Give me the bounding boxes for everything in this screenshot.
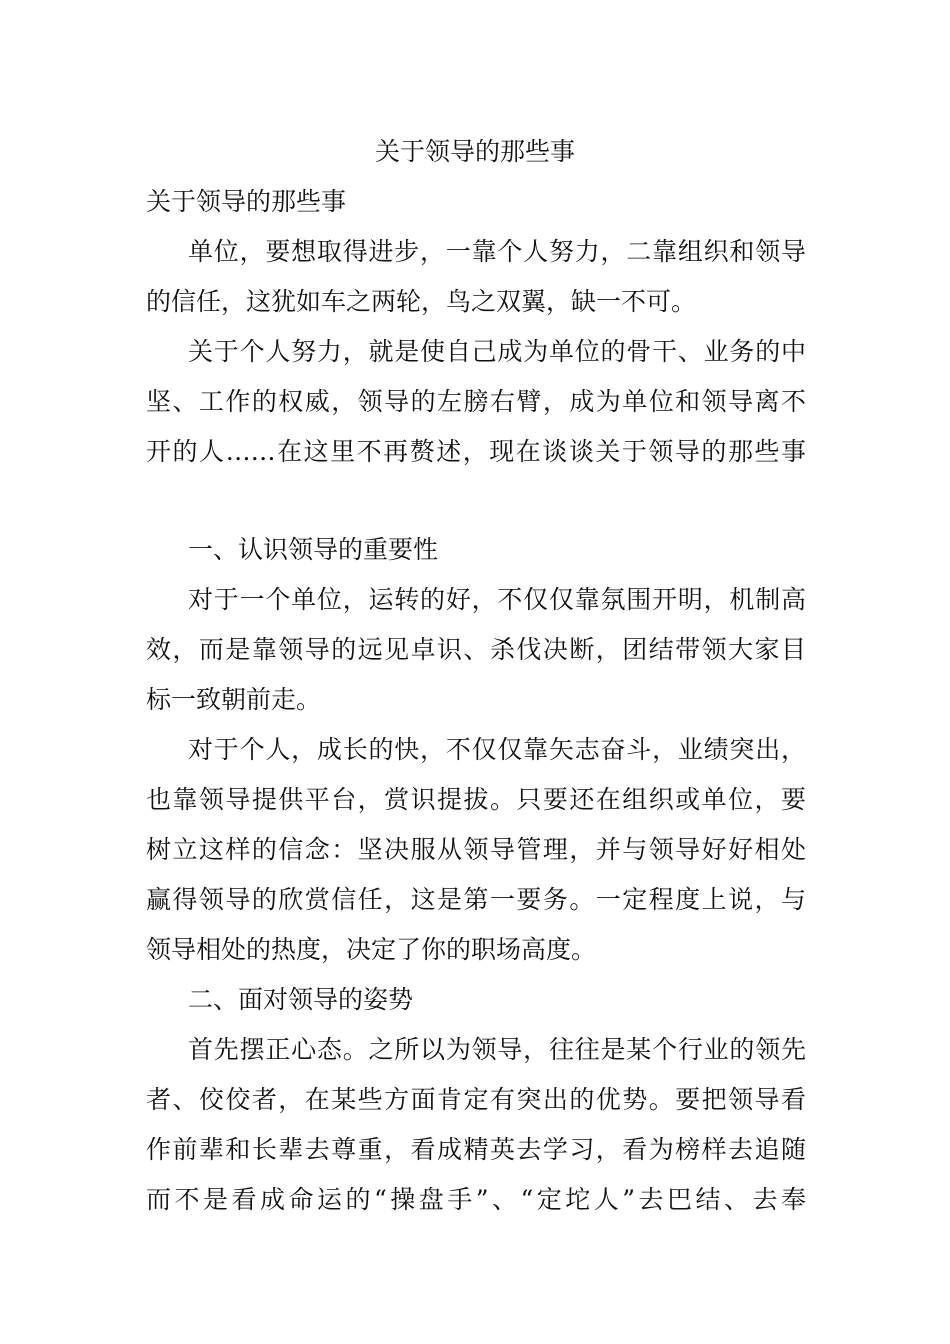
- paragraph-line: 树立这样的信念：坚决服从领导管理，并与领导好好相处: [146, 835, 806, 864]
- paragraph-line: 也靠领导提供平台，赏识提拔。只要还在组织或单位，要: [146, 785, 806, 814]
- paragraph-line: 而不是看成命运的“操盘手”、“定坨人”去巴结、去奉: [146, 1185, 806, 1214]
- section-heading: 一、认识领导的重要性: [188, 535, 439, 564]
- paragraph-line: 的信任，这犹如车之两轮，鸟之双翼，缺一不可。: [146, 287, 697, 316]
- paragraph-line: 首先摆正心态。之所以为领导，往往是某个行业的领先: [188, 1035, 806, 1064]
- paragraph-line: 领导相处的热度，决定了你的职场高度。: [146, 935, 597, 964]
- paragraph-line: 赢得领导的欣赏信任，这是第一要务。一定程度上说，与: [146, 885, 806, 914]
- paragraph-line: 者、佼佼者，在某些方面肯定有突出的优势。要把领导看: [146, 1085, 806, 1114]
- paragraph-line: 对于个人，成长的快，不仅仅靠矢志奋斗，业绩突出，: [188, 735, 806, 764]
- paragraph-line: 效，而是靠领导的远见卓识、杀伐决断，团结带领大家目: [146, 635, 806, 664]
- paragraph-line: 对于一个单位，运转的好，不仅仅靠氛围开明，机制高: [188, 585, 806, 614]
- subtitle: 关于领导的那些事: [146, 187, 347, 216]
- paragraph-line: 标一致朝前走。: [146, 685, 322, 714]
- paragraph-line: 关于个人努力，就是使自己成为单位的骨干、业务的中: [188, 337, 806, 366]
- paragraph-line: 单位，要想取得进步，一靠个人努力，二靠组织和领导: [188, 237, 806, 266]
- section-heading: 二、面对领导的姿势: [188, 985, 414, 1014]
- paragraph-line: 作前辈和长辈去尊重，看成精英去学习，看为榜样去追随: [146, 1135, 806, 1164]
- paragraph-line: 坚、工作的权威，领导的左膀右臂，成为单位和领导离不: [146, 387, 806, 416]
- paragraph-line: 开的人……在这里不再赘述，现在谈谈关于领导的那些事: [146, 437, 806, 466]
- document-title: 关于领导的那些事: [374, 137, 575, 166]
